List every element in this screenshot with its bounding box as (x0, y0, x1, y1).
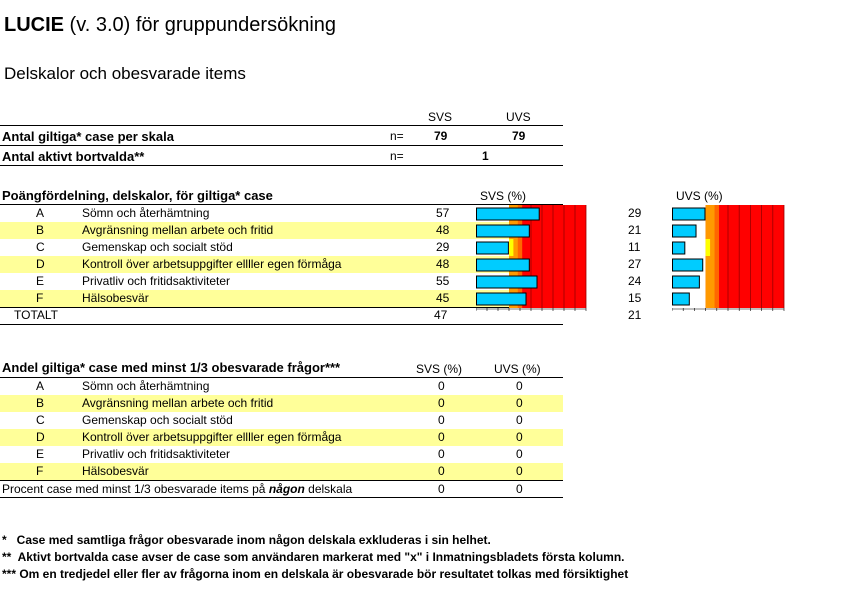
bar-C-0 (477, 242, 509, 254)
missing-row (0, 429, 563, 446)
row-code: C (36, 240, 45, 254)
row-uvs-value: 21 (628, 223, 642, 237)
row-code: A (36, 206, 45, 220)
missing-any-label: Procent case med minst 1/3 obesvarade items på någon delskala (2, 482, 353, 496)
row-label: Privatliv och fritidsaktiviteter (82, 447, 231, 461)
row-svs-value: 0 (438, 430, 445, 444)
valid-cases-svs: 79 (434, 129, 448, 143)
bar-B-1 (673, 225, 697, 237)
row-label: Kontroll över arbetsuppgifter ellller egen förmåga (82, 257, 342, 271)
row-code: F (36, 291, 44, 305)
row-uvs-value: 0 (516, 379, 523, 393)
missing-col-svs: SVS (%) (416, 362, 463, 376)
bar-E-0 (477, 276, 538, 288)
row-code: E (36, 274, 45, 288)
distribution-uvs-label: UVS (%) (676, 189, 723, 203)
row-label: Hälsobesvär (82, 464, 149, 478)
row-label: Avgränsning mellan arbete och fritid (82, 223, 274, 237)
row-label: Gemenskap och socialt stöd (82, 240, 233, 254)
row-label: Gemenskap och socialt stöd (82, 413, 233, 427)
missing-any-row (0, 481, 563, 498)
page-title: LUCIE (v. 3.0) för gruppundersökning (4, 14, 337, 36)
row-code: A (36, 379, 45, 393)
total-uvs: 21 (628, 308, 642, 322)
missing-any-svs: 0 (438, 482, 445, 496)
row-code: C (36, 413, 45, 427)
missing-heading: Andel giltiga* case med minst 1/3 obesvarade frågor*** (2, 360, 341, 375)
svs-bar-chart (476, 204, 588, 324)
row-svs-value: 0 (438, 396, 445, 410)
distribution-svs-label: SVS (%) (480, 189, 527, 203)
missing-row (0, 446, 563, 463)
row-uvs-value: 0 (516, 413, 523, 427)
row-svs-value: 45 (436, 291, 450, 305)
bar-D-1 (673, 259, 703, 271)
row-uvs-value: 15 (628, 291, 642, 305)
row-code: B (36, 223, 45, 237)
row-svs-value: 48 (436, 257, 450, 271)
row-svs-value: 0 (438, 379, 445, 393)
total-label: TOTALT (14, 308, 59, 322)
distribution-heading: Poängfördelning, delskalor, för giltiga* case (2, 188, 273, 203)
row-label: Privatliv och fritidsaktiviteter (82, 274, 231, 288)
total-svs: 47 (434, 308, 448, 322)
missing-row (0, 412, 563, 429)
row-svs-value: 0 (438, 447, 445, 461)
row-code: D (36, 257, 45, 271)
excluded-cases-value: 1 (482, 149, 489, 163)
footnote-2: ** Aktivt bortvalda case avser de case som användaren markerat med "x" i Inmatningsbladets första kolumn. (2, 550, 625, 564)
row-svs-value: 55 (436, 274, 450, 288)
missing-any-uvs: 0 (516, 482, 523, 496)
row-code: E (36, 447, 45, 461)
bar-F-1 (673, 293, 690, 305)
row-label: Avgränsning mellan arbete och fritid (82, 396, 274, 410)
row-code: F (36, 464, 44, 478)
row-uvs-value: 0 (516, 396, 523, 410)
zone-band (706, 239, 710, 256)
bar-F-0 (477, 293, 527, 305)
footnote-3: *** Om en tredjedel eller fler av frågorna inom en delskala är obesvarade bör resultatet tolkas med försiktighet (2, 567, 629, 581)
summary-col-svs: SVS (428, 110, 453, 124)
bar-C-1 (673, 242, 685, 254)
row-label: Kontroll över arbetsuppgifter ellller egen förmåga (82, 430, 342, 444)
page-subtitle: Delskalor och obesvarade items (4, 64, 246, 83)
bar-D-0 (477, 259, 530, 271)
bar-B-0 (477, 225, 530, 237)
row-svs-value: 0 (438, 413, 445, 427)
row-code: B (36, 396, 45, 410)
missing-row (0, 378, 563, 395)
zone-band (706, 205, 715, 308)
row-uvs-value: 0 (516, 430, 523, 444)
row-label: Sömn och återhämtning (82, 379, 210, 393)
row-svs-value: 0 (438, 464, 445, 478)
row-label: Sömn och återhämtning (82, 206, 210, 220)
excluded-cases-n: n= (390, 149, 404, 163)
row-code: D (36, 430, 45, 444)
excluded-cases-label: Antal aktivt bortvalda** (2, 149, 145, 164)
row-svs-value: 57 (436, 206, 450, 220)
summary-col-uvs: UVS (506, 110, 531, 124)
row-uvs-value: 11 (628, 240, 641, 254)
missing-row (0, 463, 563, 480)
bar-A-0 (477, 208, 540, 220)
valid-cases-n: n= (390, 129, 404, 143)
row-uvs-value: 29 (628, 206, 642, 220)
valid-cases-label: Antal giltiga* case per skala (2, 129, 174, 144)
valid-cases-uvs: 79 (512, 129, 526, 143)
row-svs-value: 48 (436, 223, 450, 237)
row-svs-value: 29 (436, 240, 450, 254)
uvs-bar-chart (672, 204, 786, 324)
zone-band (509, 239, 513, 256)
bar-A-1 (673, 208, 705, 220)
row-uvs-value: 24 (628, 274, 642, 288)
footnote-1: * Case med samtliga frågor obesvarade inom någon delskala exkluderas i sin helhet. (2, 533, 491, 547)
row-uvs-value: 0 (516, 464, 523, 478)
row-label: Hälsobesvär (82, 291, 149, 305)
zone-band (719, 205, 784, 308)
bar-E-1 (673, 276, 700, 288)
missing-col-uvs: UVS (%) (494, 362, 541, 376)
row-uvs-value: 27 (628, 257, 642, 271)
row-uvs-value: 0 (516, 447, 523, 461)
missing-row (0, 395, 563, 412)
